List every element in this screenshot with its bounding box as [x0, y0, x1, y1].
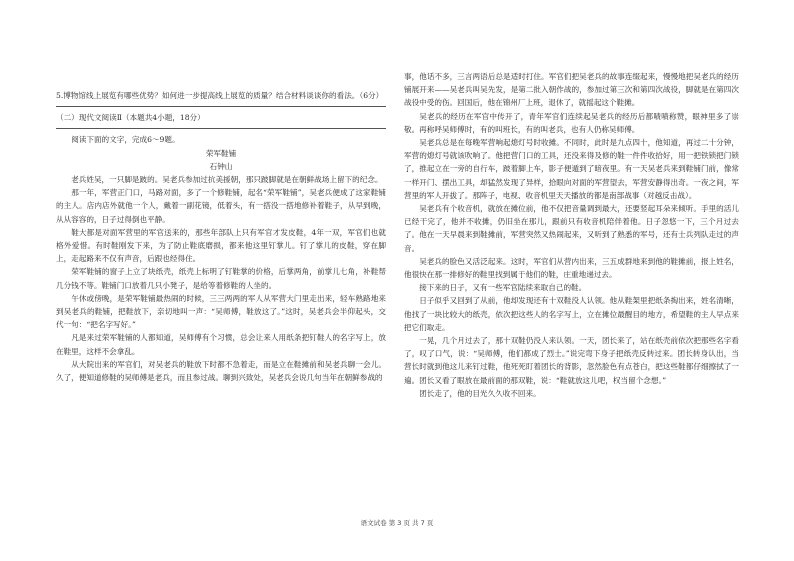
divider — [56, 128, 386, 129]
story-paragraph: 鞋大都是对面军营里的军官送来的，那些年部队上只有军官才发皮鞋，4年一双，军官们也就格外爱惜。有时鞋刚发下来，为了防止鞋底磨损，都来他这里钉掌儿。钉了掌儿的皮鞋，穿在脚上，走起路来不仅有声音，后跟也经得住。 — [56, 227, 386, 264]
story-paragraph: 凡是来过荣军鞋铺的人都知道，吴师傅有个习惯，总会让来人用纸条把钉鞋人的名字写上，放在鞋里，这样不会拿乱。 — [56, 333, 386, 356]
story-paragraph: 一晃，几个月过去了，那十双鞋仍没人来认领。一天，团长来了，站在纸壳前依次把那些名字看了，叹了口气，说：“吴师傅，他们都成了烈士。”说完弯下身子把纸壳反转过来。团长转身认出，当营长时就到他这儿来钉过鞋，他死死盯着团长的背影，忽然脸色有点苍白，把这些鞋都仔细擦拭了一遍。团长又看了眼放在最前面的那双鞋，说：“鞋就放这儿吧，权当留个念想。” — [404, 336, 739, 385]
left-column — [56, 86, 386, 384]
divider — [56, 106, 386, 107]
reading-instruction: 阅读下面的文字，完成6～9题。 — [71, 135, 180, 145]
story-paragraph: 事，他话不多，三言两语后总是适时打住。军官们把吴老兵的故事连缀起来，慢慢地把吴老兵的经历铺展开来——吴老兵叫吴先发，是第二批入朝作战的，参加过第三次和第四次战役，脚就是在第四次战役中受的伤。回国后，他在锦州厂上班，退休了，就摇起这个鞋摊。 — [404, 72, 739, 108]
story-paragraph: 从大院出来的军官们，对吴老兵的鞋放下时都不急着走，而是立在鞋摊前和吴老兵聊一会儿。久了，便知道修鞋的吴师傅是老兵，而且参过战。聊到兴致处，吴老兵会说几句当年在朝鲜参战的 — [56, 359, 386, 383]
story-paragraph: 老兵姓吴，一只脚是跛的。吴老兵参加过抗美援朝，那只跛脚就是在朝鲜战场上留下的纪念。 — [71, 175, 383, 185]
section-heading: （二）现代文阅读Ⅱ（本题共4小题，18分） — [56, 113, 205, 123]
story-paragraph: 荣军鞋铺的窗子上立了块纸壳，纸壳上标明了钉鞋掌的价格，后掌两角，前掌儿七角，补鞋帮几分钱不等。鞋铺门口放着几只小凳子，是给等着修鞋的人坐的。 — [56, 267, 386, 290]
story-paragraph: 团长走了，他的目光久久收不回来。 — [419, 388, 541, 398]
right-column — [404, 70, 739, 400]
story-paragraph: 接下来的日子，又有一些军官陆续来取自己的鞋。 — [419, 283, 587, 293]
story-paragraph: 吴老兵的经历在军官中传开了，青年军官们连续起吴老兵的经历后都啧啧称赞，眼神里多了崇敬。再称呼吴师傅时，有的叫班长，有的叫老兵，也有人仍称吴师傅。 — [404, 111, 739, 134]
story-title: 荣军鞋铺 — [205, 148, 237, 158]
story-paragraph: 那一年，军营正门口，马路对面，多了一个修鞋铺，起名“荣军鞋铺”，吴老兵便成了这家鞋铺的主人。店内店外就他一个人，戴着一副花镜，低着头，有一搭没一搭地修补着鞋子，从早到晚，从从容容的，日子过得倒也平静。 — [56, 188, 386, 224]
question-5: 5.博物馆线上展览有哪些优势？如何进一步提高线上展览的质量？结合材料谈谈你的看法。（6分） — [56, 91, 384, 100]
story-paragraph: 午休或傍晚，是荣军鞋铺最热闹的时候，三三两两的军人从军营大门里走出来，轻车熟路地来到吴老兵的鞋铺，把鞋放下，亲切地叫一声：“吴师傅，鞋放这了。”这时，吴老兵会半仰起头，交代一句：“把名字写好。” — [56, 293, 386, 330]
story-paragraph: 日子似乎又回到了从前，他却发现还有十双鞋没人认领。他从鞋架里把纸条掏出来，姓名清晰，他找了一块比较大的纸壳，依次把这些人的名字写上，立在摊位最醒目的地方，希望鞋的主人早点来把它们取走。 — [404, 296, 739, 332]
story-paragraph: 吴老兵总是在每晚军营响起熄灯号时收摊。不同时，此时是九点四十，他知道，再过二十分钟，军营的熄灯号就该吹响了。他把营门口的工具，还没来得及修的鞋一件件收拾好，用一把铁锁把门锁了，推起立在一旁的自行车，跛着脚上车，影子便遁到了暗夜里。有一天吴老兵来到鞋铺门前，像常一样开门、摆出工具，却猛然发现了异样，拾眼向对面的军营望去，军营安静得出奇。一夜之间，军营里的军人开拔了。那阵子，电视、收音机里天天播放的都是南部战事（对越反击战）。 — [404, 138, 739, 200]
story-paragraph: 吴老兵的脸色又活泛起来。这时，军官们从营内出来，三五成群地来到他的鞋摊前，报上姓名，他很快在那一排修好的鞋里找到属于他们的鞋，庄重地递过去。 — [404, 256, 739, 280]
page-footer: 语文试卷 第 3 页 共 7 页 — [360, 519, 434, 527]
story-paragraph: 吴老兵有个收音机，就放在摊位前，他不仅把音量调到最大，还要竖起耳朵来倾听。手里的活儿已经干完了，他并不收摊，仍旧坐在那儿，跟前只有收音机陪伴着他。日子忽悠一下，三个月过去了。他在一天早晨来到鞋摊前，军营突然又热闹起来，又听到了熟悉的军号，还有士兵列队走过的声音。 — [404, 204, 739, 253]
story-author: 石钟山 — [209, 161, 233, 171]
